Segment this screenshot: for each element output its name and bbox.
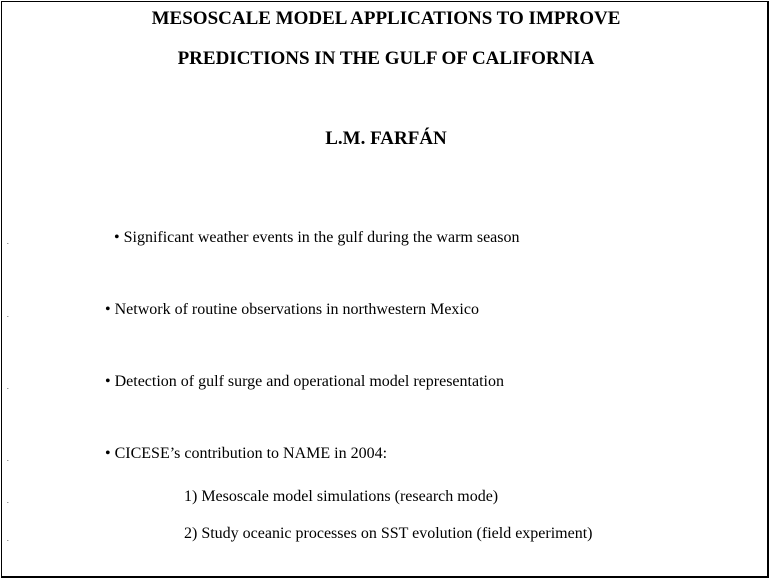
margin-dot: . (7, 238, 9, 246)
author-name: L.M. FARFÁN (325, 128, 447, 149)
title-line-1: MESOSCALE MODEL APPLICATIONS TO IMPROVE (151, 8, 621, 29)
title-line-2: PREDICTIONS IN THE GULF OF CALIFORNIA (177, 48, 595, 69)
margin-dot: . (7, 455, 9, 463)
sub-item-mesoscale-simulations: 1) Mesoscale model simulations (research mode) (184, 488, 499, 505)
bullet-cicese-contribution: • CICESE’s contribution to NAME in 2004: (105, 445, 388, 462)
margin-dot: . (7, 311, 9, 319)
margin-dot: . (7, 535, 9, 543)
bullet-weather-events: • Significant weather events in the gulf during the warm season (114, 229, 520, 246)
margin-dot: . (7, 497, 9, 505)
sub-item-oceanic-processes: 2) Study oceanic processes on SST evolution (field experiment) (184, 525, 593, 542)
bullet-observation-network: • Network of routine observations in northwestern Mexico (105, 301, 479, 318)
bullet-gulf-surge: • Detection of gulf surge and operational model representation (105, 373, 504, 390)
margin-dot: . (7, 383, 9, 391)
